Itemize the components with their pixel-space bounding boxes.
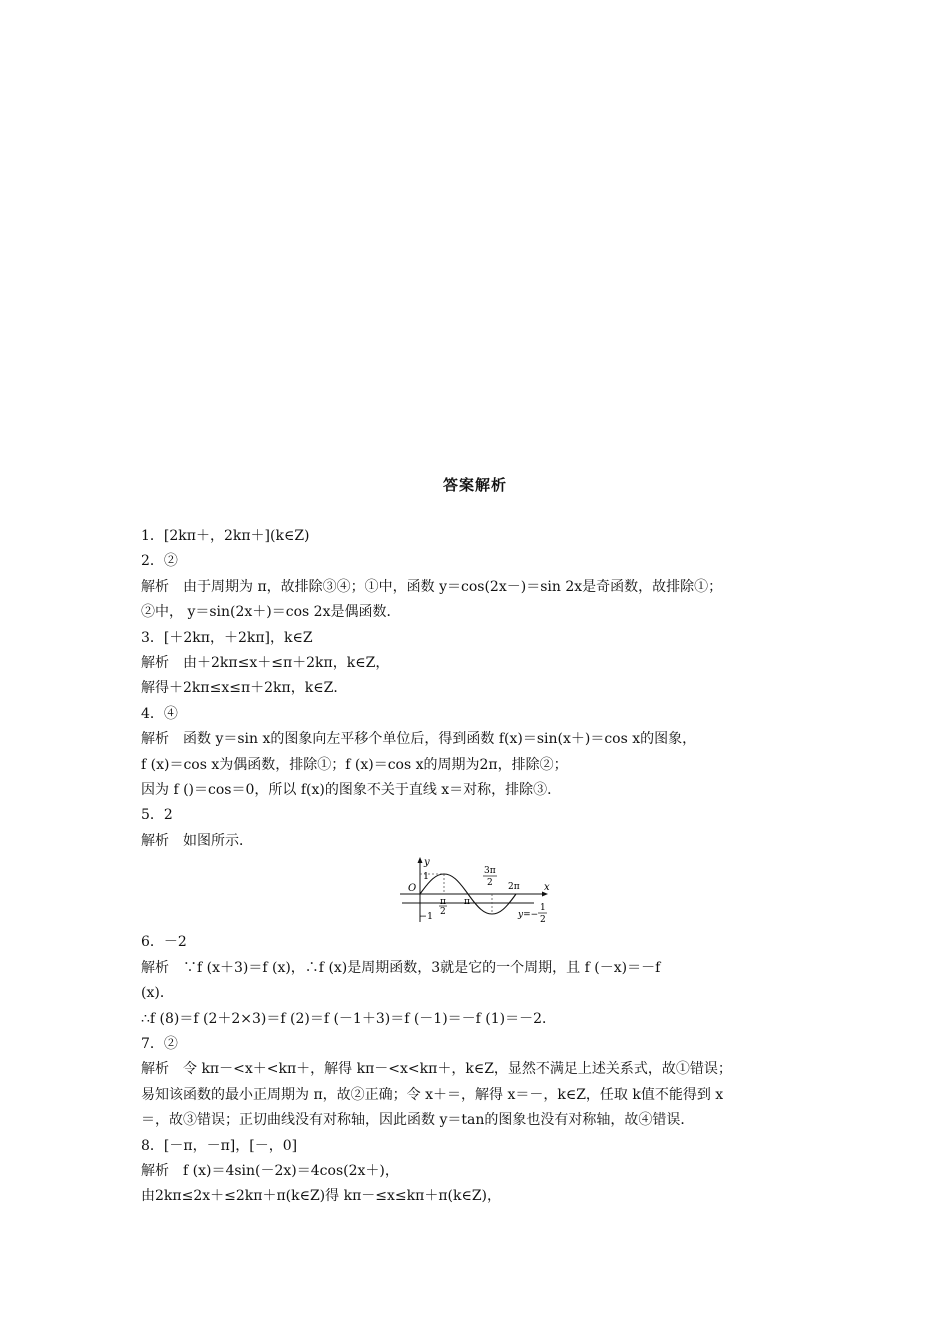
page-title: 答案解析 [442,476,507,494]
text-line: 因为 f ()＝cos＝0，所以 f(x)的图象不关于直线 x＝对称，排除③． [141,782,562,799]
line-label-den: 2 [540,915,546,926]
line-label-num: 1 [540,903,546,914]
text-line: 易知该函数的最小正周期为 π，故②正确；令 x＋＝，解得 x＝－，k∈Z，任取 k值不能得到 x [141,1086,724,1103]
text-line: 解析 如图所示． [141,832,253,849]
text-line: 解析 函数 y＝sin x的图象向左平移个单位后，得到函数 f(x)＝sin(x＋)＝cos x的图象， [141,731,697,748]
x-axis-label: x [544,882,550,894]
tick-label-1: 1 [423,871,430,883]
sine-graph-figure [141,854,817,930]
tick-label-pi: π [464,897,470,908]
text-line: 7．② [141,1035,178,1052]
text-line: 解析 ∵f (x＋3)＝f (x)，∴f (x)是周期函数，3就是它的一个周期，且 f (－x)＝－f [141,959,661,976]
tick-label-pi-half-den: 2 [440,907,446,918]
tick-label-2pi: 2π [508,882,520,893]
line-label-prefix: y=− [518,910,539,921]
text-line: 解得＋2kπ≤x≤π＋2kπ，k∈Z． [141,680,348,697]
text-line: 8．[－π，－π]，[－，0] [141,1137,298,1154]
tick-label-neg1: −1 [419,911,434,923]
tick-label-3pi-half-num: 3π [484,866,496,877]
text-line: 1．[2kπ＋，2kπ＋](k∈Z) [141,528,310,544]
text-line: 5．2 [141,807,173,824]
text-line: 解析 令 kπ－<x＋<kπ＋，解得 kπ－<x<kπ＋，k∈Z，显然不满足上述关系式，故①错误； [141,1061,732,1078]
text-line: 解析 由于周期为 π，故排除③④；①中，函数 y＝cos(2x－)＝sin 2x是奇函数，故排除①； [141,578,723,595]
sine-graph [394,856,559,928]
tick-label-pi-half-num: π [440,897,446,908]
tick-label-3pi-half-den: 2 [487,878,493,889]
text-line: f (x)＝cos x为偶函数，排除①；f (x)＝cos x的周期为2π，排除②； [141,756,568,773]
y-axis-arrow [418,857,423,863]
text-line: ∴f (8)＝f (2＋2×3)＝f (2)＝f (－1＋3)＝f (－1)＝－f (1)＝－2． [141,1010,557,1027]
text-line: 解析 f (x)＝4sin(－2x)＝4cos(2x＋)， [141,1162,399,1179]
text-line: (x)． [141,985,174,1002]
text-line: 6．－2 [141,934,187,951]
text-line: 由2kπ≤2x＋≤2kπ＋π(k∈Z)得 kπ－≤x≤kπ＋π(k∈Z)， [141,1188,502,1205]
text-line: 2．② [141,553,178,570]
origin-label: O [408,883,417,895]
text-line: ②中， y＝sin(2x＋)＝cos 2x是偶函数． [141,604,401,621]
text-line: 4．④ [141,705,178,722]
text-line: 解析 由＋2kπ≤x＋≤π＋2kπ，k∈Z， [141,655,390,672]
y-axis-label: y [424,857,430,869]
answer-content [141,524,817,1210]
text-line: ＝，故③错误；正切曲线没有对称轴，因此函数 y＝tan的图象也没有对称轴，故④错误． [141,1112,695,1129]
text-line: 3．[＋2kπ，＋2kπ]，k∈Z [141,629,313,646]
